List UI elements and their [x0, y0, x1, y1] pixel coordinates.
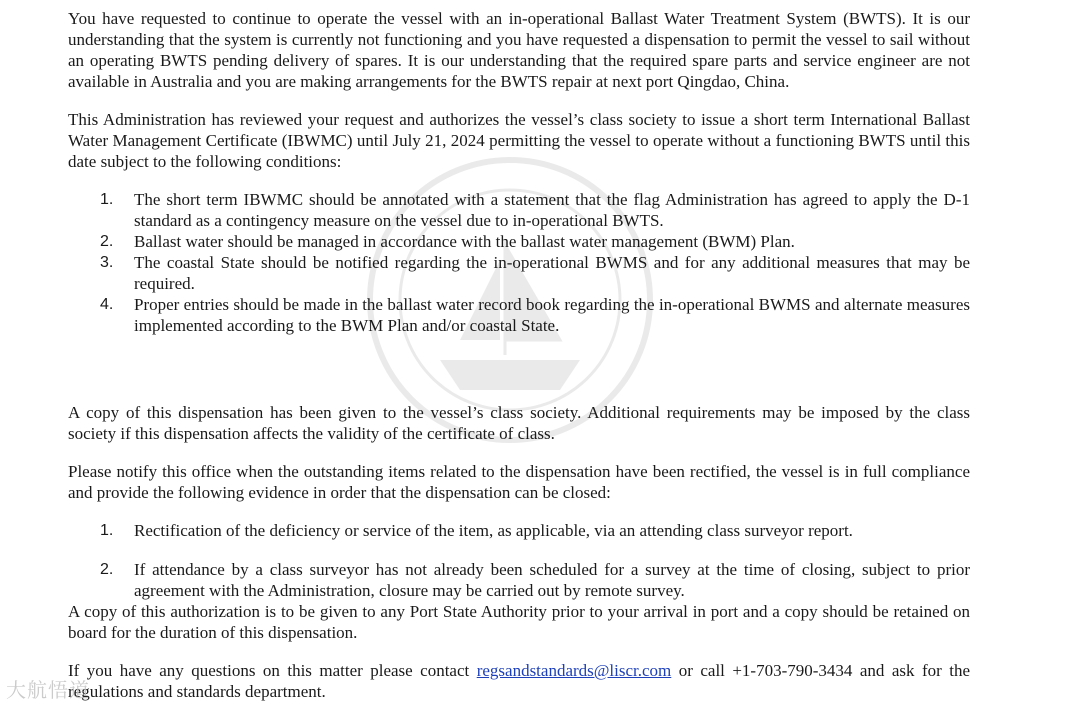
- list-item: 2. If attendance by a class surveyor has not already been scheduled for a survey at the time of closing, subject to prior agreement with the Administration, closure may be carried out by remote survey.: [100, 560, 970, 600]
- watermark-stamp: 大航悟道: [6, 680, 90, 702]
- paragraph-notify: Please notify this office when the outstanding items related to the dispensation have been rectified, the vessel is in full compliance and provide the following evidence in order that the dispensation can be closed:: [68, 462, 970, 502]
- paragraph-contact: If you have any questions on this matter please contact regsandstandards@liscr.com or call +1-703-790-3434 and ask for the regulations and standards department.: [68, 661, 970, 701]
- paragraph-request: You have requested to continue to operate the vessel with an in-operational Ballast Water Treatment System (BWTS). It is our understanding that the system is currently not functioning and you have requested a dispensation to permit the vessel to sail without an operating BWTS pending delivery of spares. It is our understanding that the required spare parts and service engineer are not available in Australia and you are making arrangements for the BWTS repair at next port Qingdao, China.: [68, 9, 970, 91]
- list-item: 1. Rectification of the deficiency or service of the item, as applicable, via an attending class surveyor report.: [100, 521, 853, 540]
- list-item: 3. The coastal State should be notified regarding the in-operational BWMS and for any additional measures that may be required.: [100, 253, 970, 293]
- evidence-list: [68, 520, 970, 601]
- paragraph-port-state: A copy of this authorization is to be given to any Port State Authority prior to your arrival in port and a copy should be retained on board for the duration of this dispensation.: [68, 602, 970, 642]
- conditions-list: [68, 189, 970, 336]
- list-item: 1. The short term IBWMC should be annotated with a statement that the flag Administration has agreed to apply the D-1 standard as a contingency measure on the vessel due to in-operational BWTS.: [100, 190, 970, 230]
- paragraph-authorization: This Administration has reviewed your request and authorizes the vessel’s class society to issue a short term International Ballast Water Management Certificate (IBWMC) until July 21, 2024 permitting the vessel to operate without a functioning BWTS until this date subject to the following conditions:: [68, 110, 970, 171]
- list-item: 4. Proper entries should be made in the ballast water record book regarding the in-operational BWMS and alternate measures implemented according to the BWM Plan and/or coastal State.: [100, 295, 970, 335]
- document-body: [68, 8, 970, 719]
- paragraph-class-society: A copy of this dispensation has been given to the vessel’s class society. Additional requirements may be imposed by the class society if this dispensation affects the validity of the certificate of class.: [68, 403, 970, 443]
- email-link[interactable]: regsandstandards@liscr.com: [476, 661, 672, 680]
- list-item: 2. Ballast water should be managed in accordance with the ballast water management (BWM) Plan.: [100, 232, 795, 251]
